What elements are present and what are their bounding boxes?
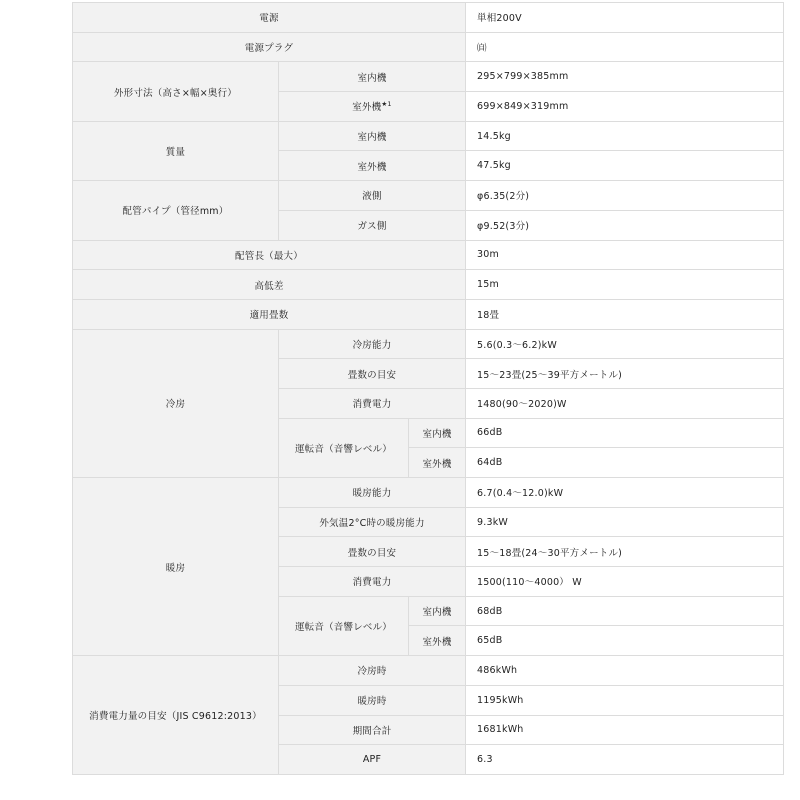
annual-heating-label: 暖房時 (279, 685, 466, 715)
cooling-capacity-label: 冷房能力 (279, 329, 466, 359)
heating-power-label: 消費電力 (279, 567, 466, 597)
piping-liquid-value: φ6.35(2分) (466, 181, 784, 211)
power-plug-label: 電源プラグ (73, 32, 466, 62)
power-plug-value: ㉂ (466, 32, 784, 62)
cooling-noise-outdoor-label: 室外機 (409, 448, 466, 478)
height-diff-label: 高低差 (73, 270, 466, 300)
annual-total-value: 1681kWh (466, 715, 784, 745)
room-size-value: 18畳 (466, 299, 784, 329)
piping-gas-label: ガス側 (279, 210, 466, 240)
heating-noise-indoor-value: 68dB (466, 596, 784, 626)
row-power-plug (73, 32, 784, 62)
annual-cooling-label: 冷房時 (279, 656, 466, 686)
cooling-label: 冷房 (73, 329, 279, 477)
mass-outdoor-value: 47.5kg (466, 151, 784, 181)
annual-label: 消費電力量の目安（JIS C9612:2013） (73, 656, 279, 775)
footnote-marker: ★1 (381, 100, 392, 109)
cooling-room-guide-value: 15～23畳(25～39平方メートル) (466, 359, 784, 389)
piping-label: 配管パイプ（管径mm） (73, 181, 279, 240)
dimensions-indoor-value: 295×799×385mm (466, 62, 784, 92)
cooling-power-value: 1480(90～2020)W (466, 388, 784, 418)
mass-label: 質量 (73, 121, 279, 180)
annual-cooling-value: 486kWh (466, 656, 784, 686)
pipe-length-label: 配管長（最大） (73, 240, 466, 270)
mass-outdoor-label: 室外機 (279, 151, 466, 181)
row-dimensions-indoor (73, 62, 784, 92)
row-annual-cooling (73, 656, 784, 686)
cooling-room-guide-label: 畳数の目安 (279, 359, 466, 389)
spec-table (72, 2, 784, 775)
row-piping-liquid (73, 181, 784, 211)
power-supply-value: 単相200V (466, 3, 784, 33)
power-supply-label: 電源 (73, 3, 466, 33)
cooling-power-label: 消費電力 (279, 388, 466, 418)
mass-indoor-value: 14.5kg (466, 121, 784, 151)
row-pipe-length (73, 240, 784, 270)
dimensions-outdoor-label: 室外機 (352, 102, 382, 114)
dimensions-outdoor-cell (279, 92, 466, 122)
piping-gas-value: φ9.52(3分) (466, 210, 784, 240)
dimensions-indoor-label: 室内機 (279, 62, 466, 92)
mass-indoor-label: 室内機 (279, 121, 466, 151)
annual-heating-value: 1195kWh (466, 685, 784, 715)
cooling-noise-indoor-label: 室内機 (409, 418, 466, 448)
heating-noise-indoor-label: 室内機 (409, 596, 466, 626)
heating-room-guide-label: 畳数の目安 (279, 537, 466, 567)
heating-low-temp-value: 9.3kW (466, 507, 784, 537)
cooling-capacity-value: 5.6(0.3～6.2)kW (466, 329, 784, 359)
heating-capacity-label: 暖房能力 (279, 478, 466, 508)
row-mass-indoor (73, 121, 784, 151)
heating-noise-outdoor-value: 65dB (466, 626, 784, 656)
heating-noise-label: 運転音（音響レベル） (279, 596, 409, 655)
dimensions-outdoor-value: 699×849×319mm (466, 92, 784, 122)
heating-power-value: 1500(110～4000） W (466, 567, 784, 597)
apf-value: 6.3 (466, 745, 784, 775)
room-size-label: 適用畳数 (73, 299, 466, 329)
cooling-noise-label: 運転音（音響レベル） (279, 418, 409, 477)
heating-capacity-value: 6.7(0.4～12.0)kW (466, 478, 784, 508)
row-room-size (73, 299, 784, 329)
heating-room-guide-value: 15～18畳(24～30平方メートル) (466, 537, 784, 567)
row-heating-capacity (73, 478, 784, 508)
row-cooling-capacity (73, 329, 784, 359)
height-diff-value: 15m (466, 270, 784, 300)
row-height-diff (73, 270, 784, 300)
cooling-noise-indoor-value: 66dB (466, 418, 784, 448)
heating-low-temp-label: 外気温2°C時の暖房能力 (279, 507, 466, 537)
dimensions-label: 外形寸法（高さ×幅×奥行） (73, 62, 279, 121)
piping-liquid-label: 液側 (279, 181, 466, 211)
row-power-supply (73, 3, 784, 33)
annual-total-label: 期間合計 (279, 715, 466, 745)
pipe-length-value: 30m (466, 240, 784, 270)
heating-label: 暖房 (73, 478, 279, 656)
cooling-noise-outdoor-value: 64dB (466, 448, 784, 478)
apf-label: APF (279, 745, 466, 775)
heating-noise-outdoor-label: 室外機 (409, 626, 466, 656)
